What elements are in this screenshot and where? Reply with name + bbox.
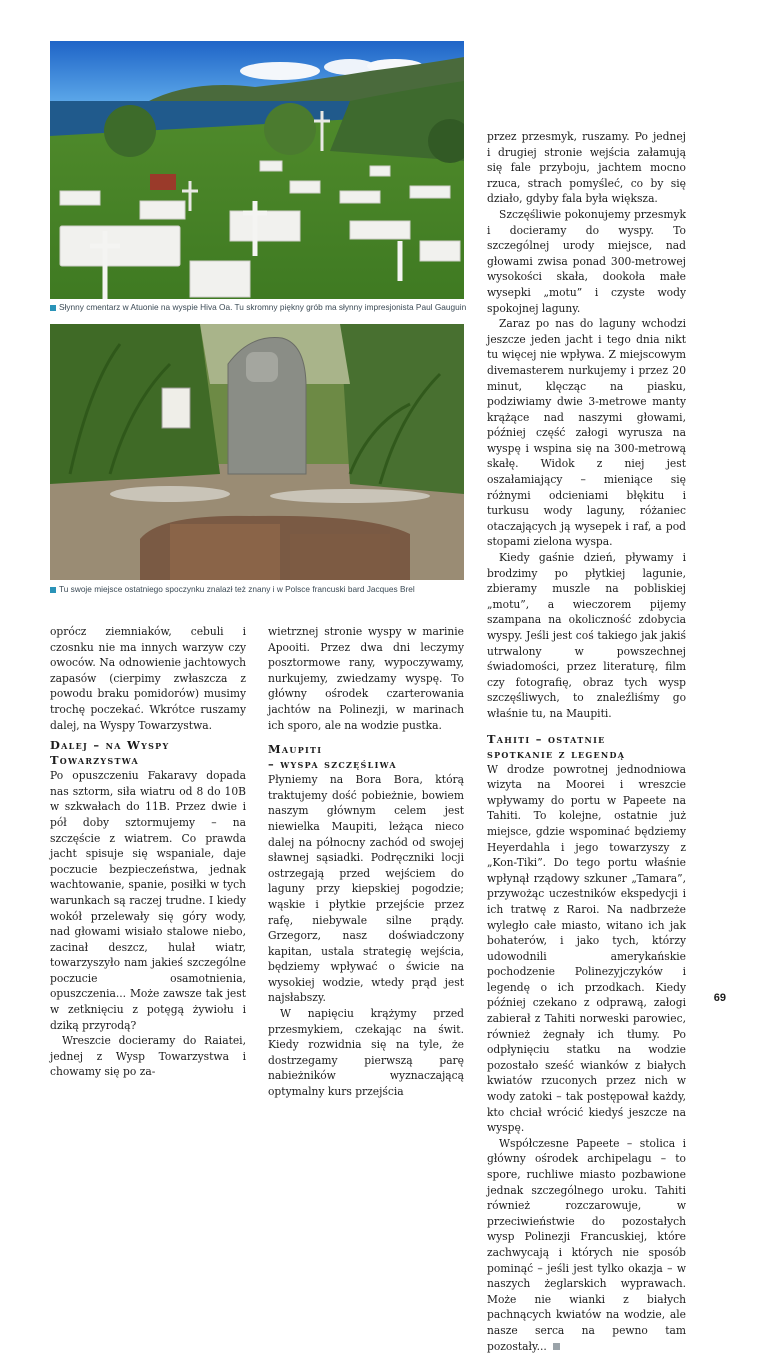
paragraph: W napięciu krążymy przed przesmykiem, czekając na świt. Kiedy rozwidnia się na tyle, że dostrzegamy pierwszą parę nabieżników wyznaczającą optymalny kurs przejścia [268, 1007, 464, 1099]
paragraph: Szczęśliwie pokonujemy przesmyk i docieramy do wyspy. To szczególnej urody miejsce, nad głowami zwisa ponad 300-metrowej wysokości skała, dookoła małe wysepki „motu” i czyste wody spokojnej laguny. [487, 207, 686, 315]
paragraph: oprócz ziemniaków, cebuli i czosnku nie ma innych warzyw czy owoców. Na odnowienie jachtowych zapasów (cierpimy zwłaszcza z powodu braku pomidorów) musimy trochę poczekać. Wkrótce ruszamy dalej, na Wyspy Towarzystwa. [50, 625, 246, 732]
paragraph: W drodze powrotnej jednodniowa wizyta na Moorei i wreszcie wpływamy do portu w Papeete na Tahiti. To kolejne, ostatnie już miejsce, gdzie wspominać będziemy Heyerdahla i jego towarzyszy z „Kon-Tiki”. Do tego portu właśnie wpłynął rządowy szkuner „Tamara”, przywożąc uczestników ekspedycji i ich tratwę z Raroi. Na nadbrzeże wyległo całe miasto, witano ich jak bohaterów, i jako tych, którzy udowodnili amerykańskie pochodzenie Polinezyjczyków i legendę o ich przodkach. Kiedy później czekano z odprawą, załogi zabierał z Tahiti norweski parowiec, również żegnały ich tłumy. Po odpłynięciu statku na wodzie pozostało sześć wianków z białych kwiatów rzuconych przez nich w wody zatoki – tak postępował każdy, kto chciał wrócić kiedyś jeszcze na wyspę. [487, 762, 686, 1135]
grave-caption: Tu swoje miejsce ostatniego spoczynku znalazł też znany i w Polsce francuski bard Jacques Brel [50, 584, 415, 594]
text-column-3 [487, 129, 686, 1354]
caption-square-icon [50, 587, 56, 593]
section-heading [487, 732, 686, 762]
heading-line-2: spotkanie z legendą [487, 746, 626, 761]
text-column-2 [268, 624, 464, 1100]
heading-line-1: Tahiti – ostatnie [487, 731, 606, 746]
paragraph-text: Współczesne Papeete – stolica i główny ośrodek archipelagu – to spore, ruchliwe miasto pozbawione jednak szczególnego uroku. Tahiti również rozczarowuje, w przeciwieństwie do pozostałych wysp Polinezji Francuskiej, które zachwycają i których nie sposób pominąć – jeśli jest tylko okazja – w naszych żeglarskich wyprawach. Może nie wianki z białych pachnących kwiatów na wodzie, ale nasze serca na pewno tam pozostały... [487, 1136, 686, 1353]
end-mark-icon [553, 1343, 560, 1350]
paragraph: Wreszcie docieramy do Raiatei, jednej z Wysp Towarzystwa i chowamy się po za- [50, 1034, 246, 1079]
paragraph: wietrznej stronie wyspy w marinie Apooiti. Przez dwa dni leczymy posztormowe rany, wypoczywamy, nurkujemy, zwiedzamy wyspę. To główny ośrodek czarterowania jachtów na Polinezji, w marinach ich sporo, ale na wodzie pustka. [268, 625, 464, 732]
paragraph: Kiedy gaśnie dzień, pływamy i brodzimy po płytkiej lagunie, zbieramy muszle na pobliskiej „motu”, a wieczorem pijemy szampana na okoliczność zdobycia wyspy. Jeśli jest coś takiego jak jakiś utrwalony w powszechnej świadomości, przez literaturę, film czy fotografię, obraz tych wysp szczęśliwych, to znaleźliśmy go właśnie tu, na Maupiti. [487, 551, 686, 720]
heading-line-2: – wyspa szczęśliwa [268, 757, 397, 772]
heading-line-1: Maupiti [268, 742, 323, 757]
cemetery-caption: Słynny cmentarz w Atuonie na wyspie Hiva Oa. Tu skromny piękny grób ma słynny impresjonista Paul Gauguin [50, 302, 466, 312]
paragraph: przez przesmyk, ruszamy. Po jednej i drugiej stronie wejścia załamują się fale przyboju, jachtem mocno rzuca, strach pomyśleć, co by się działo, gdyby fala była większa. [487, 130, 686, 206]
grave-photo-drawing [50, 324, 464, 580]
cemetery-photo [50, 41, 464, 299]
paragraph: Po opuszczeniu Fakaravy dopada nas sztorm, siła wiatru od 8 do 10B w szkwałach do 11B. Przez dwie i pół doby sztormujemy – na szczęście z wiatrem. Co prawda jacht spisuje się wspaniale, daje poczucie bezpieczeństwa, jednak wachtowanie, spanie, posiłki w tych warunkach są raczej trudne. I kiedy wokół przelewały się góry wody, nad głowami wisiało stalowe niebo, zacinał deszcz, hulał wiatr, towarzyszyło nam jakieś szczególne poczucie osamotnienia, opuszczenia... Może zawsze tak jest w zetknięciu z potęgą żywiołu i dziką przyrodą? [50, 769, 246, 1032]
section-heading [268, 742, 464, 772]
paragraph: Zaraz po nas do laguny wchodzi jeszcze jeden jacht i tego dnia nikt tu więcej nie wpływa. Z miejscowym divemasterem nurkujemy i przez 20 minut, klęcząc na piasku, podziwiamy dwie 3-metrowe manty krążące nad naszymi głowami, później część załogi wyrusza na wyspę i wspina się na 300-metrową skałę. Widok z niej jest oszałamiający – mieniące się różnymi odcieniami błękitu i turkusu wody laguny, różaniec otaczających ją wysepek i raf, a pod stopami zielona wyspa. [487, 317, 686, 549]
paragraph [487, 1136, 686, 1354]
paragraph: Płyniemy na Bora Bora, którą traktujemy dość pobieżnie, bowiem naszym głównym celem jest niewielka Maupiti, leżąca nieco dalej na północny zachód od swojej sławnej sąsiadki. Podręczniki locji ostrzegają przed wejściem do laguny przy kiepskiej pogodzie; wąskie i płytkie przejście przez rafę, niebywale silne prądy. Grzegorz, nasz doświadczony kapitan, ustala strategię wejścia, będziemy wpływać o świcie na wysokiej wodzie, wtedy prąd jest najsłabszy. [268, 773, 464, 1005]
section-heading: Dalej – na Wyspy Towarzystwa [50, 738, 170, 768]
page-number: 69 [713, 992, 726, 1004]
text-column-1 [50, 624, 246, 1080]
caption-square-icon [50, 305, 56, 311]
cemetery-photo-drawing [50, 41, 464, 299]
grave-photo [50, 324, 464, 580]
